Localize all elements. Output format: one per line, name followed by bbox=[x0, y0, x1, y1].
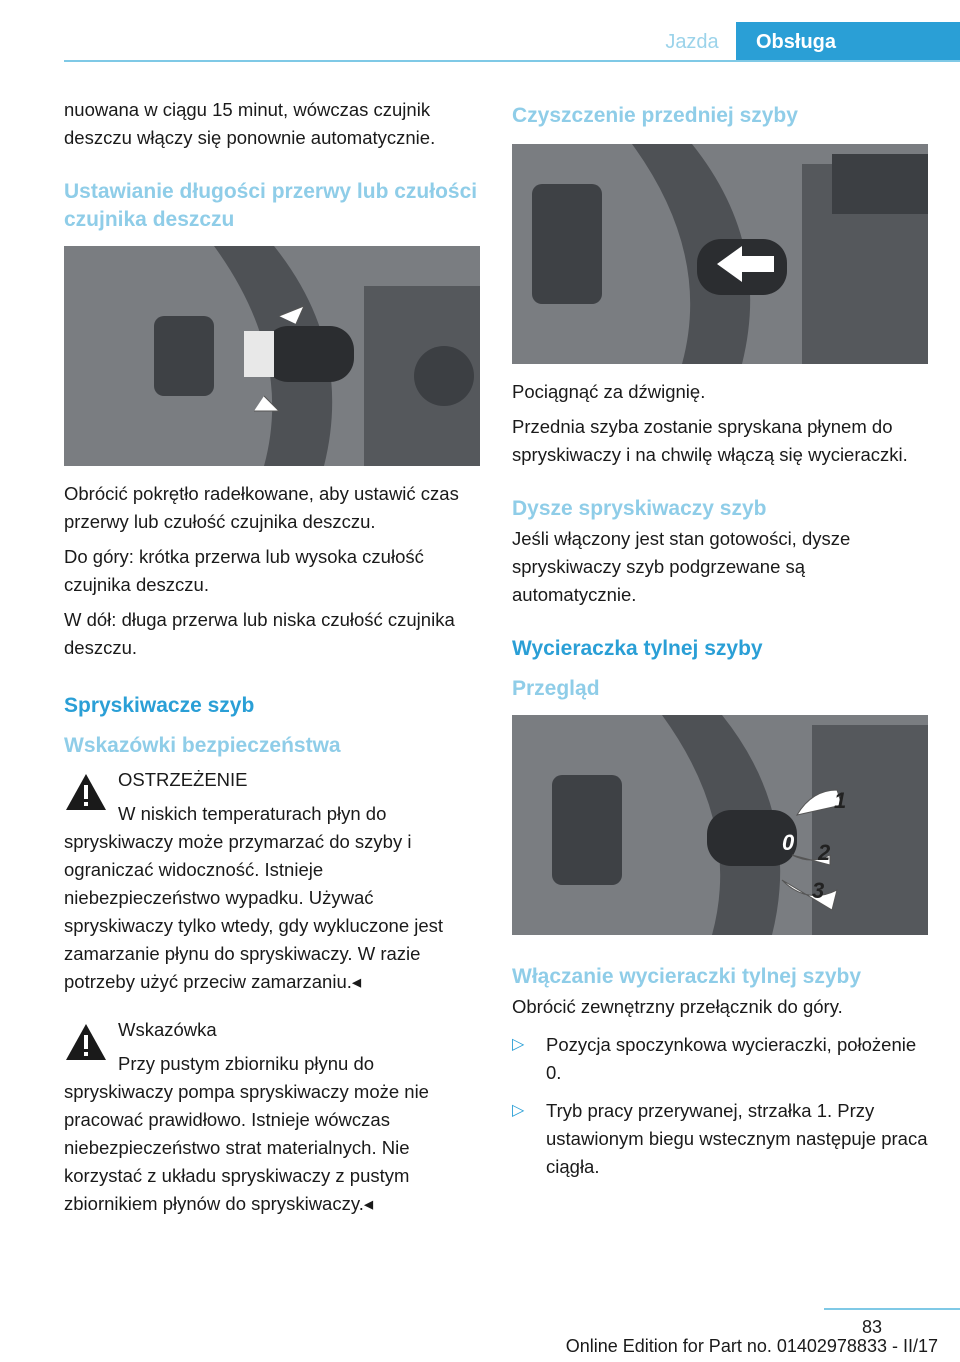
heading-front-cleaning: Czyszczenie przedniej szyby bbox=[512, 104, 798, 127]
header-tab-obsluga: Obsługa bbox=[736, 22, 960, 62]
heading-overview: Przegląd bbox=[512, 677, 600, 700]
warning-text: W niskich temperaturach płyn do spryskiwaczy może przymarzać do szyby i ograniczać widoczność. Istnieje niebezpieczeństwo wypadku. Używać spryskiwaczy tylko wtedy, gdy wykluczone jest zamarzanie płynu do spryskiwaczy. W razie potrzeby użyć przeciw zamarzaniu.◂ bbox=[64, 803, 444, 992]
triangle-bullet-icon: ▷ bbox=[512, 1102, 525, 1119]
page-number: 83 bbox=[862, 1317, 883, 1337]
figure-thumbwheel-drawing bbox=[64, 246, 480, 466]
paragraph-rear-on: Obrócić zewnętrzny przełącznik do góry. bbox=[512, 996, 843, 1017]
warning-block bbox=[64, 766, 480, 996]
figure-thumbwheel bbox=[64, 246, 480, 466]
note-title: Wskazówka bbox=[118, 1019, 217, 1040]
warning-triangle-icon bbox=[64, 772, 108, 812]
figure-label-0: 0 bbox=[782, 830, 795, 855]
header-rule bbox=[64, 60, 960, 62]
list-item: ▷ Pozycja spoczynkowa wycieraczki, położenie 0. bbox=[512, 1031, 928, 1087]
list-item: ▷ Tryb pracy przerywanej, strzałka 1. Przy ustawionym biegu wstecznym następuje praca ciągła. bbox=[512, 1097, 928, 1181]
edition-footer: Online Edition for Part no. 01402978833 - II/17 bbox=[565, 1336, 938, 1356]
figure-label-2: 2 bbox=[818, 840, 831, 865]
figure-rear-wiper bbox=[512, 715, 928, 935]
heading-interval: Ustawianie długości przerwy lub czułości czujnika deszczu bbox=[64, 180, 478, 231]
warning-title: OSTRZEŻENIE bbox=[118, 769, 248, 790]
heading-safety: Wskazówki bezpieczeństwa bbox=[64, 734, 341, 757]
paragraph-down: W dół: długa przerwa lub niska czułość czujnika deszczu. bbox=[64, 609, 455, 658]
heading-rear-wiper: Wycieraczka tylnej szyby bbox=[512, 637, 763, 660]
intro-paragraph: nuowana w ciągu 15 minut, wówczas czujnik deszczu włączy się ponownie automatycznie. bbox=[64, 99, 436, 148]
rear-wiper-list bbox=[512, 1031, 928, 1181]
figure-rear-wiper-drawing bbox=[512, 715, 928, 935]
note-text: Przy pustym zbiorniku płynu do spryskiwaczy pompa spryskiwaczy może nie pracować prawidłowo. Istnieje wówczas niebezpieczeństwo strat materialnych. Nie korzystać z układu spryskiwaczy z pustym zbiornikiem płynów do spryskiwaczy.◂ bbox=[64, 1053, 429, 1214]
right-column bbox=[512, 102, 928, 1191]
warning-triangle-icon bbox=[64, 1022, 108, 1062]
heading-rear-on: Włączanie wycieraczki tylnej szyby bbox=[512, 965, 862, 988]
paragraph-up: Do góry: krótka przerwa lub wysoka czułość czujnika deszczu. bbox=[64, 546, 424, 595]
paragraph-front: Przednia szyba zostanie spryskana płynem do spryskiwaczy i na chwilę włączą się wycieraczki. bbox=[512, 416, 908, 465]
paragraph-pull: Pociągnąć za dźwignię. bbox=[512, 381, 706, 402]
figure-label-3: 3 bbox=[812, 878, 825, 903]
header-tab-jazda: Jazda bbox=[665, 31, 719, 53]
footer-rule bbox=[824, 1308, 960, 1310]
heading-washers: Spryskiwacze szyb bbox=[64, 694, 255, 717]
note-block bbox=[64, 1016, 480, 1218]
figure-pull-lever-drawing bbox=[512, 144, 928, 364]
heading-nozzles: Dysze spryskiwaczy szyb bbox=[512, 497, 767, 520]
left-column bbox=[64, 96, 480, 1225]
paragraph-nozzles: Jeśli włączony jest stan gotowości, dysze spryskiwaczy szyb podgrzewane są automatycznie. bbox=[512, 528, 851, 605]
figure-label-1: 1 bbox=[834, 788, 847, 813]
triangle-bullet-icon: ▷ bbox=[512, 1036, 525, 1053]
paragraph-rotate: Obrócić pokrętło radełkowane, aby ustawić czas przerwy lub czułość czujnika deszczu. bbox=[64, 483, 459, 532]
figure-pull-lever bbox=[512, 144, 928, 364]
